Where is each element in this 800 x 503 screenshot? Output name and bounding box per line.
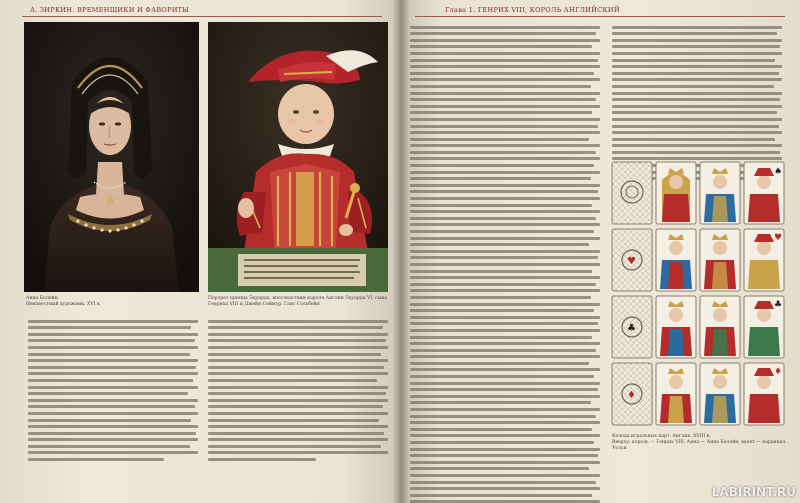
svg-text:♥: ♥ [627,256,636,267]
right-running-head: Глава 1. ГЕНРИХ VIII, КОРОЛЬ АНГЛИЙСКИЙ [445,6,620,14]
svg-text:♣: ♣ [627,323,636,334]
right-text-column-1 [410,22,600,503]
edward-portrait-caption: Портрет принца Эдуарда, впоследствии короля Англии Эдуарда VI, сына Генриха VIII и Джейн Сеймур. Ганс Гольбейн [208,296,388,307]
left-running-head: А. ЗИРКИН. ВРЕМЕНЩИКИ И ФАВОРИТЫ [30,6,189,14]
left-text-column-2 [208,316,388,461]
right-header-rule [415,16,785,17]
prince-edward-portrait [208,22,388,292]
card-row-hearts [612,229,784,291]
svg-text:♦: ♦ [774,367,783,377]
cards-caption-line2: Вверху: король — Генрих VIII, Анна — Анна Болейн, валет — кардинал Уолси [612,440,786,451]
svg-text:♥: ♥ [774,233,783,243]
svg-text:♠: ♠ [774,167,783,177]
left-header-rule [22,16,382,17]
anne-boleyn-portrait [24,22,199,292]
anne-caption-sub: Неизвестный художник. XVI в. [26,302,101,307]
playing-cards-caption [612,434,790,452]
labirint-watermark: LABIRINT.RU [711,485,796,499]
svg-text:♣: ♣ [774,300,783,310]
anne-caption-title: Анна Болейн. [26,296,60,301]
svg-text:♦: ♦ [627,390,636,401]
card-row-clubs [612,296,784,358]
card-row-diamonds [612,363,784,425]
cards-caption-line1: Колода игральных карт. Англия. XVIII в. [612,434,711,439]
left-text-column-1 [28,316,198,461]
svg-text:B: B [107,197,114,207]
right-text-column-2 [612,22,782,180]
anne-portrait-caption [26,296,196,308]
card-row-spades [612,162,784,224]
playing-cards-illustration [610,160,788,430]
